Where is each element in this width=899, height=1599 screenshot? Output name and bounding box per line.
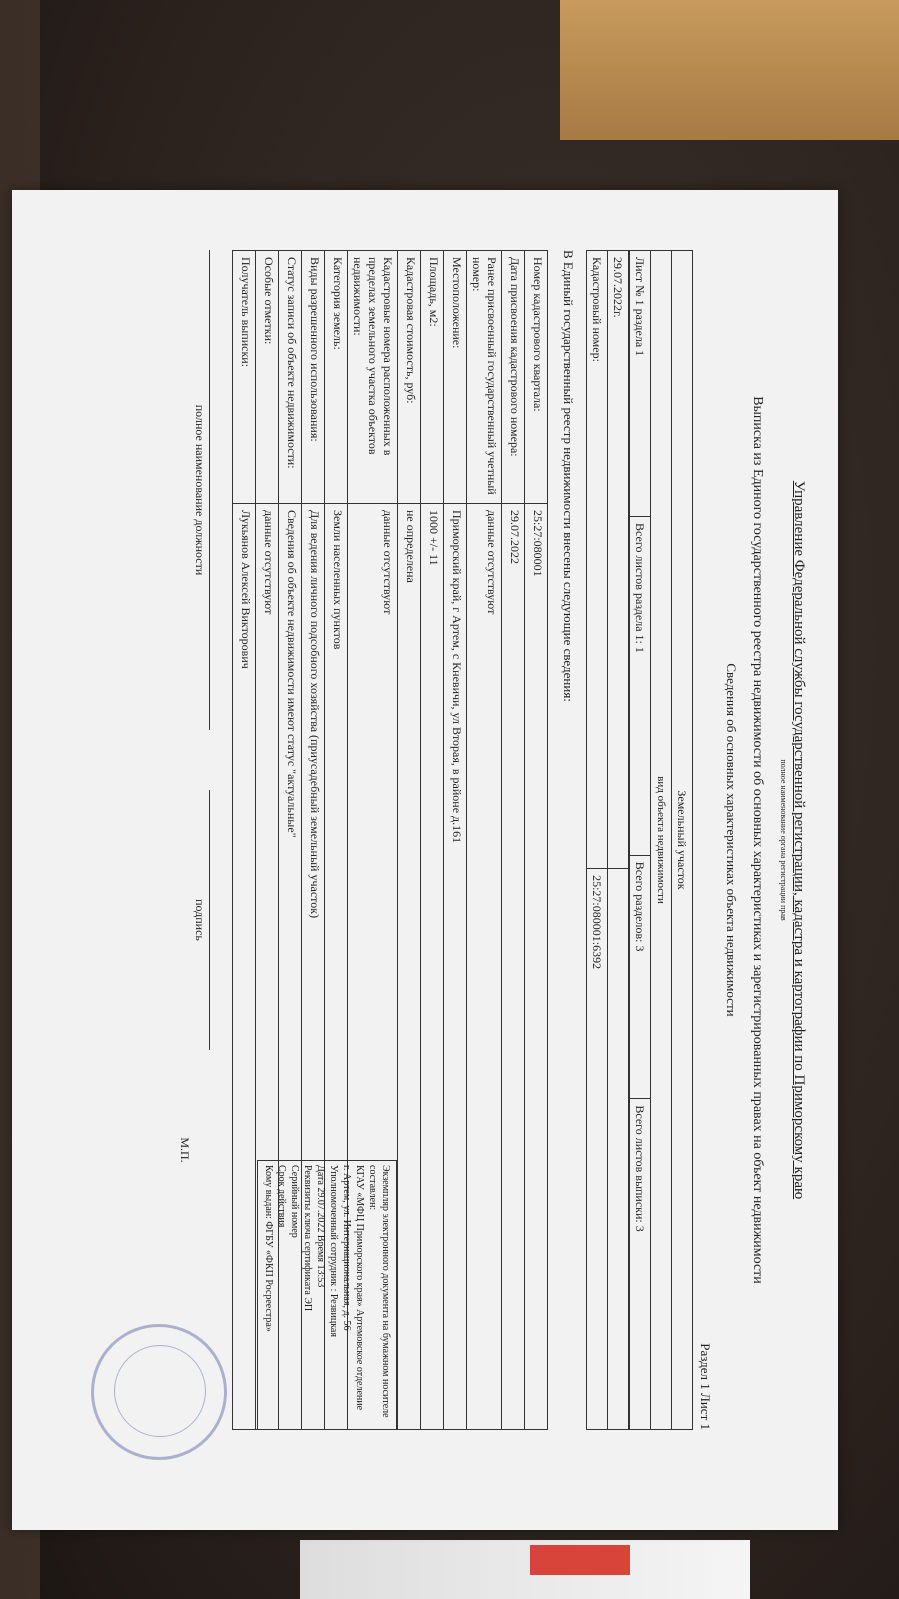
extract-title: Выписка из Единого государственного реестра недвижимости об основных характеристиках и зарегистрированных правах на объект недвижимости: [750, 396, 765, 1284]
book-label: [530, 1545, 630, 1575]
section-label: Раздел 1 Лист 1: [698, 1343, 713, 1430]
row-value: 1000 +/- 11: [421, 504, 444, 1430]
position-caption: полное наименование должности: [177, 250, 210, 730]
signature-caption: подпись: [177, 790, 210, 1050]
row-value: Приморский край, г Артем, с Кневичи, ул Вторая, в районе д.161: [444, 504, 467, 1430]
authority-note: полное наименование органа регистрации прав: [779, 759, 788, 921]
object-type-note: вид объекта недвижимости: [651, 251, 672, 1430]
row-label: Номер кадастрового квартала:: [525, 251, 548, 504]
wooden-surface: [560, 0, 899, 140]
stamp-line: Реквизиты ключа сертификата ЭП: [302, 1165, 313, 1312]
row-label: Виды разрешенного использования:: [302, 251, 325, 504]
cad-number-label: Кадастровый номер:: [587, 251, 608, 869]
row-label: Особые отметки:: [256, 251, 279, 504]
row-label: Категория земель:: [325, 251, 348, 504]
mp-caption: М.П.: [178, 1137, 192, 1163]
sheets-total: Всего листов выписки: 3: [630, 1099, 651, 1430]
table-row: [398, 251, 421, 1430]
row-value: данные отсутствуют: [256, 504, 279, 1430]
stamp-line: Кому выдан: ФГБУ «ФКП Росреестра»: [263, 1165, 274, 1332]
stamp-line: г. Артем, ул. Интернациональная, д. 56: [341, 1165, 352, 1331]
row-label: Площадь, м2:: [421, 251, 444, 504]
row-value: данные отсутствуют: [467, 504, 502, 1430]
row-label: Дата присвоения кадастрового номера:: [502, 251, 525, 504]
authority-title: Управление Федеральной службы государственной регистрации, кадастра и картографии по Приморскому краю: [791, 480, 807, 1200]
row-value: Сведения об объекте недвижимости имеют статус "актуальные": [279, 504, 302, 1430]
meta-table: [586, 250, 629, 1430]
row-label: Статус записи об объекте недвижимости:: [279, 251, 302, 504]
row-value: данные отсутствуют: [348, 504, 398, 1430]
row-value: Земли населенных пунктов: [325, 504, 348, 1430]
row-label: Получатель выписки:: [233, 251, 256, 504]
table-row: [502, 251, 525, 1430]
row-value: Для ведения личного подсобного хозяйства (приусадебный земельный участок): [302, 504, 325, 1430]
intro-text: В Единый государственный реестр недвижимости внесены следующие сведения:: [561, 250, 576, 702]
row-label: Кадастровая стоимость, руб:: [398, 251, 421, 504]
mfc-stamp: [257, 1160, 397, 1430]
subtitle: Сведения об основных характеристиках объекта недвижимости: [724, 663, 739, 1017]
document-rotated: [27, 190, 827, 1490]
extract-date: 29.07.2022г.: [608, 251, 629, 869]
signature-row: [177, 250, 210, 1430]
sections-total: Всего разделов: 3: [630, 855, 651, 1099]
stamp-line: Экземпляр электронного документа на бумажном носителе составлен:: [367, 1165, 391, 1418]
table-row: [421, 251, 444, 1430]
table-row: [233, 251, 256, 1430]
stamp-line: Серийный номер: [289, 1165, 300, 1238]
row-label: Ранее присвоенный государственный учетный номер:: [467, 251, 502, 504]
object-type: Земельный участок: [672, 251, 693, 1430]
object-type-table: [629, 250, 693, 1430]
row-value: не определена: [398, 504, 421, 1430]
cad-number-value: 25:27:080001:6392: [587, 869, 608, 1430]
row-label: Местоположение:: [444, 251, 467, 504]
row-label: Кадастровые номера расположенных в пределах земельного участка объектов недвижимости:: [348, 251, 398, 504]
stamp-line: Дата 29.07.2022 Время 13:53: [315, 1165, 326, 1288]
stamp-line: Уполномоченный сотрудник : Резвицкая: [328, 1165, 339, 1337]
document-sheet: [12, 190, 838, 1530]
row-value: Лукьянов Алексей Викторович: [233, 504, 256, 1430]
stamp-line: КГАУ «МФЦ Приморского края» Артемовское отделение: [354, 1165, 365, 1411]
sheets-in-section: Всего листов раздела 1: 1: [630, 517, 651, 856]
table-row: [467, 251, 502, 1430]
row-value: 25:27:080001: [525, 504, 548, 1430]
table-row: [444, 251, 467, 1430]
row-value: 29.07.2022: [502, 504, 525, 1430]
sheet-number: Лист № 1 раздела 1: [630, 251, 651, 517]
table-row: [525, 251, 548, 1430]
stamp-line: Срок действия: [276, 1165, 287, 1228]
round-seal: [91, 1324, 227, 1460]
book-background: [300, 1540, 750, 1599]
